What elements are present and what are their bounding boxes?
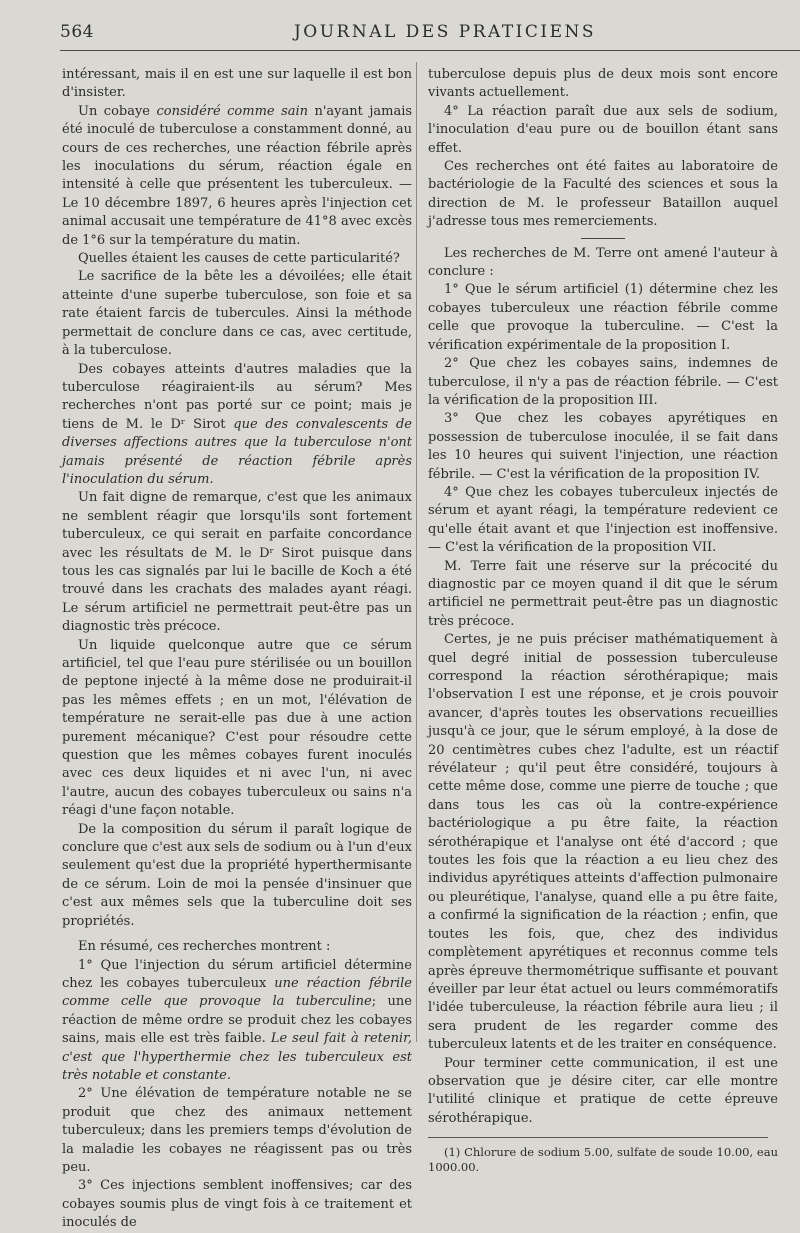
- footnote-rule: [428, 1137, 768, 1138]
- paragraph: Le sacrifice de la bête les a dévoilées; elle était atteinte d'une superbe tuberculose, son foie et sa rate étaient farcis de tubercules. Ainsi la méthode permettait de conclure dans ce cas, avec certitude, à la tuberculose.: [62, 269, 412, 359]
- paragraph: Certes, je ne puis préciser mathématiquement à quel degré initial de possession tuberculeuse correspond la réaction sérothérapique; mais l'observation I est une réponse, et je crois pouvoir avancer, d'après toutes les observations recueillies jusqu'à ce jour, que le sérum employé, à la dose de 20 centimètres cubes chez l'adulte, est un réactif révélateur ; qu'il peut être considéré, toujours à cette même dose, comme une pierre de touche ; que dans tous les cas où la contre-expérience bactériologique a pu être faite, la réaction sérothérapique et l'analyse ont été d'accord ; que toutes les fois que la réaction a eu lieu chez des individus apyrétiques atteints d'affection pulmonaire ou pleurétique, l'analyse, quand elle a pu être faite, a confirmé la signification de la réaction ; enfin, que toutes les fois, que, chez des individus complètement apyrétiques et reconnus comme tels après épreuve thermométrique suffisante et pouvant éveiller par leur état actuel ou leurs commémoratifs l'idée tuberculeuse, la réaction fébrile aura lieu ; il sera prudent de les regarder comme des tuberculeux latents et de les traiter en conséquence.: [428, 632, 778, 1053]
- paragraph: Les recherches de M. Terre ont amené l'auteur à conclure :: [428, 245, 778, 280]
- paragraph: De la composition du sérum il paraît logique de conclure que c'est aux sels de sodium ou à l'un d'eux seulement qu'est due la propriété hyperthermisante de ce sérum. Loin de moi la pensée d'insinuer que c'est aux mêmes sels que la tuberculine doit ses propriétés.: [62, 821, 412, 929]
- paragraph: intéressant, mais il en est une sur laquelle il est bon d'insister.: [62, 67, 412, 101]
- paragraph: Quelles étaient les causes de cette particularité?: [78, 251, 400, 267]
- paragraph: 2° Que chez les cobayes sains, indemnes de tuberculose, il n'y a pas de réaction fébrile. — C'est la vérification de la proposition III.: [428, 356, 778, 408]
- paragraph: En résumé, ces recherches montrent :: [78, 939, 331, 955]
- section-separator: [581, 238, 625, 239]
- paragraph: 1° Que le sérum artificiel (1) détermine chez les cobayes tuberculeux une réaction fébrile comme celle que provoque la tuberculine. — C'est la vérification expérimentale de la proposition I.: [428, 282, 778, 353]
- paragraph: Un cobaye considéré comme sain n'ayant jamais été inoculé de tuberculose a constamment donné, au cours de ces recherches, une réaction fébrile après les inoculations du sérum, réaction égale en intensité à celle que présentent les tuberculeux. — Le 10 décembre 1897, 6 heures après l'injection cet animal accusait une température de 41°8 avec excès de 1°6 sur la température du matin.: [62, 103, 413, 248]
- paragraph: 2° Une élévation de température notable ne se produit que chez des animaux nettement tuberculeux; dans les premiers temps d'évolution de la maladie les cobayes ne réagissent pas ou très peu.: [62, 1086, 412, 1175]
- paragraph: 1° Que l'injection du sérum artificiel détermine chez les cobayes tuberculeux une réaction fébrile comme celle que provoque la tuberculine; une réaction de même ordre se produit chez les cobayes sains, mais elle est très faible. Le seul fait à retenir, c'est que l'hyperthermie chez les tuberculeux est très notable et constante.: [62, 957, 413, 1083]
- journal-title: JOURNAL DES PRATICIENS: [293, 22, 597, 42]
- paragraph: Pour terminer cette communication, il est une observation que je désire citer, car elle montre l'utilité clinique et pratique de cette épreuve sérothérapique.: [428, 1055, 778, 1126]
- paragraph: 4° La réaction paraît due aux sels de sodium, l'inoculation d'eau pure ou de bouillon étant sans effet.: [428, 103, 778, 156]
- paragraph: Un liquide quelconque autre que ce sérum artificiel, tel que l'eau pure stérilisée ou un bouillon de peptone injecté à la même dose ne produirait-il pas les mêmes effets ; en un mot, l'élévation de température ne serait-elle pas due à une action purement mécanique? C'est pour résoudre cette question que les mêmes cobayes furent inoculés avec ces deux liquides et ni avec l'un, ni avec l'autre, aucun des cobayes tuberculeux ou sains n'a réagi d'une façon notable.: [62, 637, 412, 819]
- paragraph: Des cobayes atteints d'autres maladies que la tuberculose réagiraient-ils au sérum? Mes recherches n'ont pas porté sur ce point; mais je tiens de M. le Dʳ Sirot que des convalescents de diverses affections autres que la tuberculose n'ont jamais présenté de réaction fébrile après l'inoculation du sérum.: [62, 361, 412, 487]
- header-rule: [60, 50, 800, 51]
- right-column: [428, 66, 778, 1175]
- paragraph: M. Terre fait une réserve sur la précocité du diagnostic par ce moyen quand il dit que le sérum artificiel ne permettrait peut-être pas un diagnostic très précoce.: [428, 558, 778, 629]
- paragraph: 3° Que chez les cobayes apyrétiques en possession de tuberculose inoculée, il se fait dans les 10 heures qui suivent l'injection, une réaction fébrile. — C'est la vérification de la proposition IV.: [428, 411, 778, 482]
- paragraph: 3° Ces injections semblent inoffensives; car des cobayes soumis plus de vingt fois à ce traitement et inoculés de: [62, 1178, 412, 1231]
- paragraph: Ces recherches ont été faites au laboratoire de bactériologie de la Faculté des sciences et sous la direction de M. le professeur Bataillon auquel j'adresse tous mes remerciements.: [428, 159, 778, 230]
- paragraph: tuberculose depuis plus de deux mois sont encore vivants actuellement.: [428, 67, 778, 101]
- paragraph: 4° Que chez les cobayes tuberculeux injectés de sérum et ayant réagi, la température redevient ce qu'elle était avant et que l'injection est inoffensive. — C'est la vérification de la proposition VII.: [428, 484, 778, 556]
- page-header: [0, 0, 800, 50]
- page-number: 564: [60, 22, 94, 42]
- paragraph: Un fait digne de remarque, c'est que les animaux ne semblent réagir que lorsqu'ils sont fortement tuberculeux, ce qui serait en parfaite concordance avec les résultats de M. le Dʳ Sirot puisque dans tous les cas signalés par lui le bacille de Koch a été trouvé dans les crachats des malades ayant réagi. Le sérum artificiel ne permettrait peut-être pas un diagnostic très précoce.: [62, 490, 412, 635]
- footnote: (1) Chlorure de sodium 5.00, sulfate de soude 10.00, eau 1000.00.: [428, 1145, 778, 1175]
- column-divider: [416, 62, 417, 1042]
